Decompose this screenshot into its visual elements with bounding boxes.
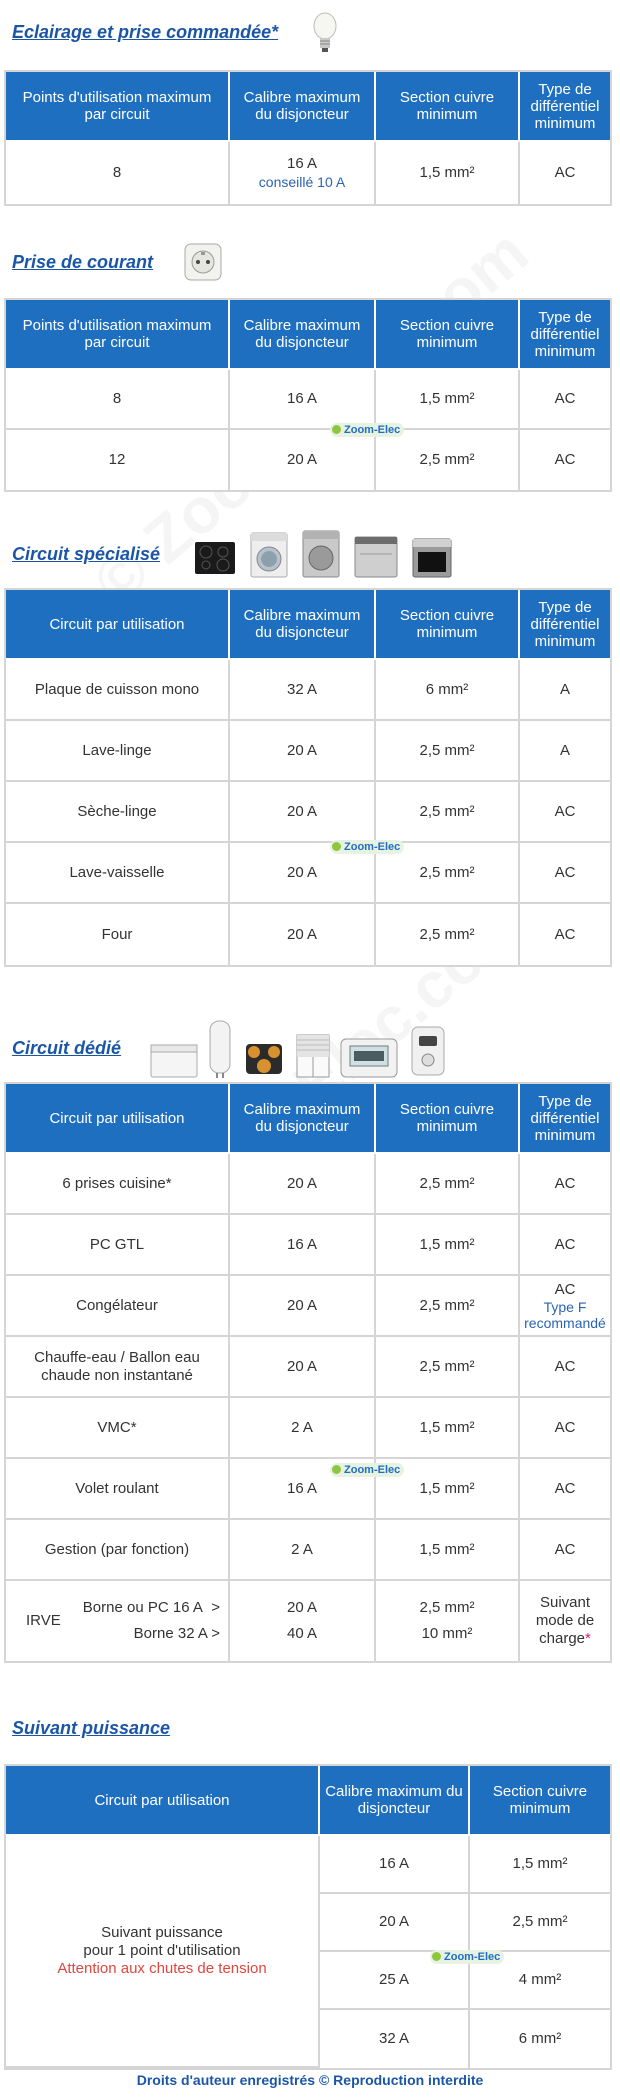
cell-calibre: 20 A (230, 782, 376, 843)
cell-circuit: Lave-linge (6, 721, 230, 782)
cell-section: 1,5 mm² (376, 1398, 520, 1459)
table-row (6, 1337, 610, 1398)
table-row (6, 1398, 610, 1459)
cell-section: 2,5 mm² (376, 782, 520, 843)
watermark-logo: Zoom-Elec (430, 1950, 504, 1964)
irve-line-1: Borne ou PC 16 A > (82, 1599, 220, 1616)
irve-type-star: * (585, 1630, 591, 1647)
cell-section: 1,5 mm² (376, 1459, 520, 1520)
type-note: Type F recommandé (524, 1298, 606, 1331)
cell-type: AC (520, 1337, 610, 1398)
header-circuit: Circuit par utilisation (6, 590, 230, 660)
header-calibre: Calibre maximum du disjoncteur (230, 590, 376, 660)
cell-calibre: 25 A (320, 1952, 470, 2010)
irve-section-1: 2,5 mm² (419, 1599, 475, 1616)
section-title-puissance: Suivant puissance (12, 1718, 171, 1738)
table-row (6, 660, 610, 721)
cell-circuit: VMC* (6, 1398, 230, 1459)
header-type: Type de différentiel minimum (520, 72, 610, 142)
table-prise (4, 298, 612, 492)
cell-section: 2,5 mm² (376, 904, 520, 965)
cell-type: AC (520, 370, 610, 430)
cell-calibre: 20 A (230, 904, 376, 965)
oven-icon (412, 538, 452, 578)
cell-circuit: PC GTL (6, 1215, 230, 1276)
cell-calibre: 2 A (230, 1520, 376, 1581)
dryer-icon (302, 530, 340, 578)
header-points: Points d'utilisation maximum par circuit (6, 300, 230, 370)
copyright-footer: Droits d'auteur enregistrés © Reproduction interdite (136, 2072, 484, 2088)
table-row (6, 370, 610, 430)
calibre-value: 16 A (286, 155, 318, 172)
cell-type: A (520, 660, 610, 721)
cell-circuit: Chauffe-eau / Ballon eau chaude non instantané (6, 1337, 230, 1398)
table-row-irve (6, 1581, 610, 1661)
cell-circuit: Congélateur (6, 1276, 230, 1337)
header-calibre: Calibre maximum du disjoncteur (230, 300, 376, 370)
cell-calibre: 20 A (230, 843, 376, 904)
section-title-dedie: Circuit dédié (12, 1038, 122, 1058)
cell-section: 1,5 mm² (376, 142, 520, 204)
cell-points: 12 (6, 430, 230, 490)
table-row (6, 1215, 610, 1276)
cell-section: 1,5 mm² (376, 370, 520, 430)
header-section: Section cuivre minimum (376, 1084, 520, 1154)
table-row (6, 1836, 610, 1894)
type-value: AC (554, 1280, 576, 1298)
cell-circuit: Gestion (par fonction) (6, 1520, 230, 1581)
cell-calibre: 16 A (320, 1836, 470, 1894)
table-row (6, 1276, 610, 1337)
table-row (6, 1459, 610, 1520)
table-row (6, 782, 610, 843)
table-row (6, 142, 610, 204)
cell-circuit: Volet roulant (6, 1459, 230, 1520)
header-calibre: Calibre maximum du disjoncteur (230, 72, 376, 142)
socket-icon (184, 243, 222, 281)
cell-calibre: 20 A (230, 1337, 376, 1398)
section-title-eclairage: Eclairage et prise commandée* (12, 22, 279, 42)
table-eclairage (4, 70, 612, 206)
table-row (6, 721, 610, 782)
cell-calibre: 16 A (230, 370, 376, 430)
cell-section: 2,5 mm² (376, 721, 520, 782)
header-calibre: Calibre maximum du disjoncteur (320, 1766, 470, 1836)
header-section: Section cuivre minimum (376, 300, 520, 370)
water-heater-icon (208, 1020, 232, 1078)
cell-section: 2,5 mm² (376, 430, 520, 490)
cell-circuit: Plaque de cuisson mono (6, 660, 230, 721)
cell-circuit: Four (6, 904, 230, 965)
header-points: Points d'utilisation maximum par circuit (6, 72, 230, 142)
cell-type: AC (520, 1154, 610, 1215)
cell-calibre: 32 A (320, 2010, 470, 2068)
header-type: Type de différentiel minimum (520, 590, 610, 660)
cell-type: AC (520, 1520, 610, 1581)
cell-calibre: 20 A (230, 430, 376, 490)
cell-type (520, 1276, 610, 1337)
irve-section-2: 10 mm² (421, 1625, 473, 1642)
header-calibre: Calibre maximum du disjoncteur (230, 1084, 376, 1154)
cell-type: AC (520, 782, 610, 843)
cell-type: AC (520, 1398, 610, 1459)
cell-section: 1,5 mm² (470, 1836, 610, 1894)
cell-section: 2,5 mm² (376, 1154, 520, 1215)
irve-line-2: Borne 32 A > (133, 1625, 220, 1642)
cell-irve (6, 1581, 230, 1661)
washing-machine-icon (250, 532, 288, 578)
cell-calibre (230, 142, 376, 204)
watermark-logo: Zoom-Elec (330, 840, 404, 854)
irve-label: IRVE (26, 1612, 61, 1629)
puissance-line-2: pour 1 point d'utilisation (83, 1942, 241, 1959)
cell-calibre: 20 A (320, 1894, 470, 1952)
cell-calibre: 20 A (230, 1154, 376, 1215)
header-circuit: Circuit par utilisation (6, 1766, 320, 1836)
cell-calibre (230, 1581, 376, 1661)
cell-calibre: 2 A (230, 1398, 376, 1459)
cell-type: AC (554, 451, 576, 468)
header-section: Section cuivre minimum (376, 72, 520, 142)
cell-section: 2,5 mm² (470, 1894, 610, 1952)
cell-points: 8 (6, 142, 230, 204)
cell-section: 6 mm² (518, 2030, 562, 2047)
cell-calibre: 16 A (230, 1215, 376, 1276)
header-section: Section cuivre minimum (470, 1766, 610, 1836)
cell-type (520, 1581, 610, 1661)
table-row (6, 904, 610, 965)
roller-shutter-icon (296, 1034, 330, 1078)
irve-calibre-1: 20 A (286, 1599, 318, 1616)
header-type: Type de différentiel minimum (520, 300, 610, 370)
cell-calibre: 32 A (230, 660, 376, 721)
cell-puissance-label (6, 1836, 320, 2068)
freezer-icon (150, 1044, 198, 1078)
table-dedie (4, 1082, 612, 1663)
header-circuit: Circuit par utilisation (6, 1084, 230, 1154)
table-row (6, 1154, 610, 1215)
light-bulb-icon (312, 10, 338, 56)
cell-type: AC (554, 164, 576, 181)
puissance-line-1: Suivant puissance (101, 1924, 223, 1941)
table-row (6, 843, 610, 904)
watermark-logo: Zoom-Elec (330, 423, 404, 437)
cell-circuit: Sèche-linge (6, 782, 230, 843)
cell-section: 1,5 mm² (376, 1520, 520, 1581)
irve-calibre-2: 40 A (286, 1625, 318, 1642)
cell-section: 2,5 mm² (376, 1276, 520, 1337)
cell-calibre: 20 A (230, 1276, 376, 1337)
cell-section (376, 1581, 520, 1661)
thermostat-icon (340, 1038, 398, 1078)
dishwasher-icon (354, 536, 398, 578)
cell-type: AC (520, 1215, 610, 1276)
cell-section: 2,5 mm² (376, 1337, 520, 1398)
header-section: Section cuivre minimum (376, 590, 520, 660)
cell-circuit: Lave-vaisselle (6, 843, 230, 904)
section-title-specialise: Circuit spécialisé (12, 544, 161, 564)
watermark-logo: Zoom-Elec (330, 1463, 404, 1477)
table-row (6, 430, 610, 490)
cell-section: 1,5 mm² (376, 1215, 520, 1276)
table-puissance (4, 1764, 612, 2070)
header-type: Type de différentiel minimum (520, 1084, 610, 1154)
ev-charger-icon (408, 1026, 448, 1078)
cell-type: A (520, 721, 610, 782)
section-title-prise: Prise de courant (12, 252, 154, 272)
cell-type: AC (520, 843, 610, 904)
ventilation-unit-icon (242, 1038, 286, 1078)
cell-points: 8 (6, 370, 230, 430)
cell-type: AC (554, 925, 576, 943)
cell-type: AC (520, 1459, 610, 1520)
cell-circuit: 6 prises cuisine* (6, 1154, 230, 1215)
cell-section: 4 mm² (470, 1952, 610, 2010)
cell-section: 6 mm² (376, 660, 520, 721)
cell-calibre: 20 A (230, 721, 376, 782)
cooktop-icon (194, 538, 236, 578)
irve-type: Suivant mode de charge (535, 1594, 595, 1647)
cell-section: 2,5 mm² (376, 843, 520, 904)
puissance-warning: Attention aux chutes de tension (57, 1960, 267, 1977)
cell-calibre: 16 A (230, 1459, 376, 1520)
calibre-note: conseillé 10 A (258, 174, 346, 190)
table-specialise (4, 588, 612, 967)
table-row (6, 1520, 610, 1581)
